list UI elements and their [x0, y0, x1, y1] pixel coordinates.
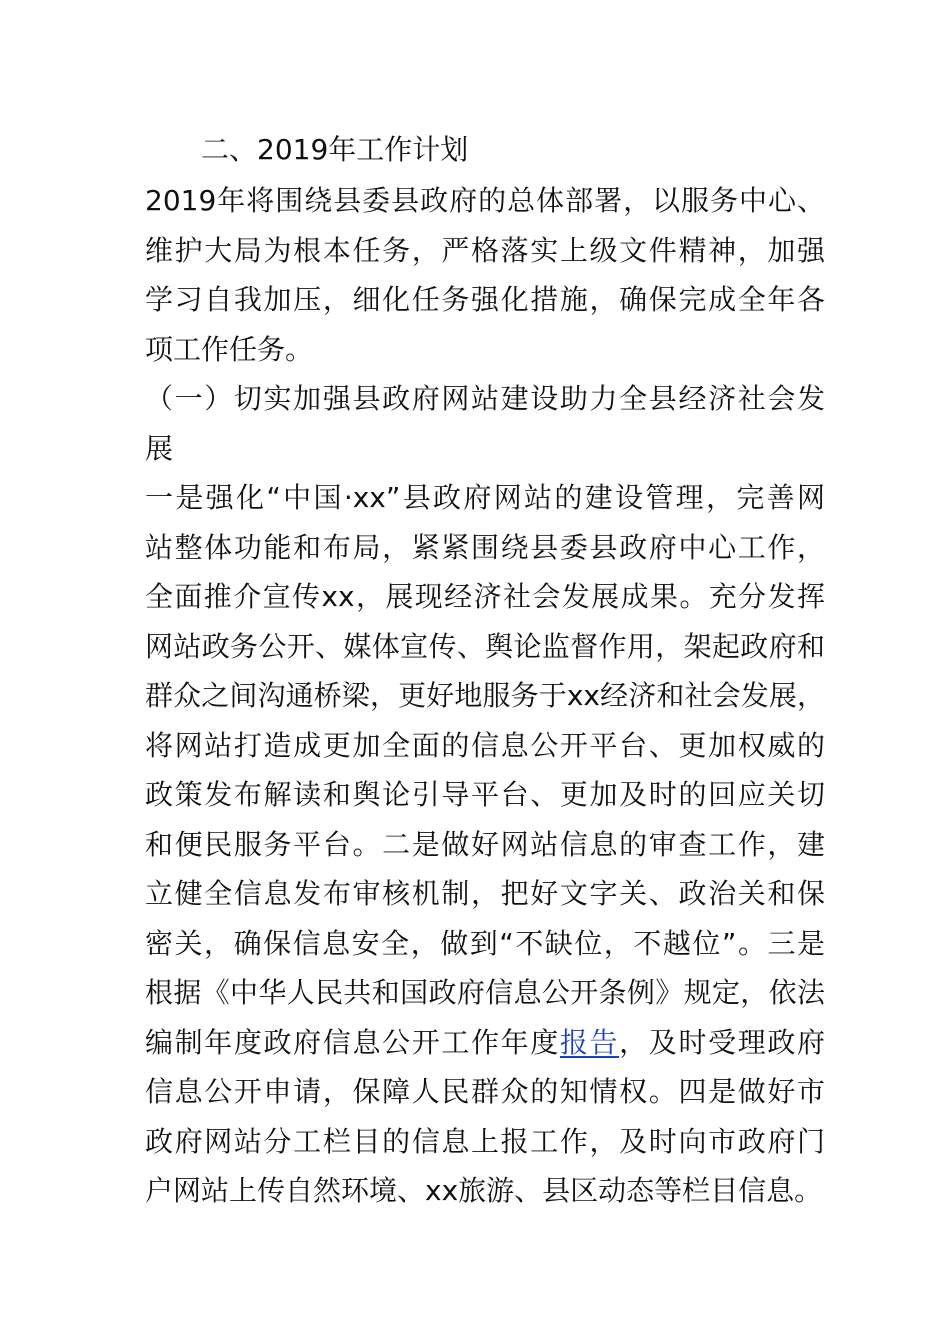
body-text: ，及时受理政府 [619, 1025, 825, 1059]
report-link[interactable]: 报告 [559, 1025, 620, 1059]
intro-line: 学习自我加压，细化任务强化措施，确保完成全年各 [145, 283, 825, 316]
body-line: 网站政务公开、媒体宣传、舆论监督作用，架起政府和 [145, 629, 825, 663]
intro-line: 2019年将围绕县委县政府的总体部署，以服务中心、 [145, 184, 825, 217]
body-paragraph [145, 473, 825, 1216]
subheading-line: （一）切实加强县政府网站建设助力全县经济社会发 [145, 382, 825, 415]
body-line: 信息公开申请，保障人民群众的知情权。四是做好市 [145, 1075, 825, 1108]
body-line: 和便民服务平台。二是做好网站信息的审查工作，建 [145, 827, 825, 861]
intro-line: 维护大局为根本任务，严格落实上级文件精神，加强 [145, 233, 825, 267]
body-line: 全面推介宣传xx，展现经济社会发展成果。充分发挥 [145, 580, 825, 613]
body-line: 将网站打造成更加全面的信息公开平台、更加权威的 [145, 728, 825, 762]
body-line: 密关，确保信息安全，做到“不缺位，不越位”。三是 [145, 926, 825, 960]
body-line: 群众之间沟通桥梁，更好地服务于xx经济和社会发展， [145, 679, 825, 712]
intro-line: 项工作任务。 [145, 332, 314, 366]
subheading-line: 展 [145, 431, 174, 465]
body-line: 立健全信息发布审核机制，把好文字关、政治关和保 [145, 877, 825, 910]
body-line: 根据《中华人民共和国政府信息公开条例》规定，依法 [145, 976, 825, 1009]
body-line: 站整体功能和布局，紧紧围绕县委县政府中心工作， [145, 530, 825, 564]
section-heading: 二、2019年工作计划 [201, 133, 469, 166]
body-line: 政策发布解读和舆论引导平台、更加及时的回应关切 [145, 778, 825, 811]
body-line: 一是强化“中国·xx”县政府网站的建设管理，完善网 [145, 481, 825, 514]
intro-paragraph [145, 176, 825, 374]
subheading [145, 374, 825, 473]
body-line: 政府网站分工栏目的信息上报工作，及时向市政府门 [145, 1124, 825, 1158]
document-body [145, 124, 825, 1216]
body-line: 户网站上传自然环境、xx旅游、县区动态等栏目信息。 [145, 1174, 823, 1207]
body-line-with-link [145, 1018, 825, 1068]
body-text: 编制年度政府信息公开工作年度 [145, 1025, 560, 1059]
